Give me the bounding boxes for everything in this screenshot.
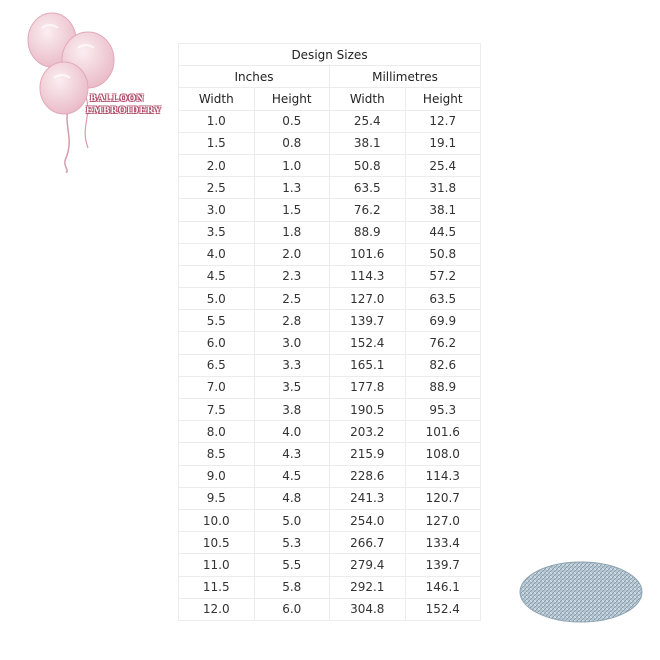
- cell-inches-width: 10.5: [179, 532, 255, 554]
- cell-inches-height: 4.0: [254, 421, 330, 443]
- cell-mm-width: 215.9: [330, 443, 406, 465]
- table-title-row: [179, 44, 481, 66]
- cell-inches-height: 2.0: [254, 243, 330, 265]
- cell-mm-width: 190.5: [330, 399, 406, 421]
- cell-inches-width: 9.5: [179, 487, 255, 509]
- cell-mm-height: 101.6: [405, 421, 481, 443]
- table-row: [179, 421, 481, 443]
- cell-inches-width: 1.5: [179, 132, 255, 154]
- table-row: [179, 132, 481, 154]
- cell-mm-height: 63.5: [405, 288, 481, 310]
- cell-inches-width: 11.0: [179, 554, 255, 576]
- table-row: [179, 154, 481, 176]
- oval-stitch-swatch-icon: [518, 560, 644, 624]
- cell-inches-height: 3.3: [254, 354, 330, 376]
- table-row: [179, 509, 481, 531]
- cell-mm-width: 152.4: [330, 332, 406, 354]
- table-row: [179, 487, 481, 509]
- cell-mm-height: 57.2: [405, 265, 481, 287]
- cell-mm-width: 266.7: [330, 532, 406, 554]
- table-row: [179, 265, 481, 287]
- cell-inches-width: 3.0: [179, 199, 255, 221]
- cell-mm-height: 44.5: [405, 221, 481, 243]
- brand-logo: [20, 8, 163, 173]
- cell-inches-width: 5.5: [179, 310, 255, 332]
- cell-inches-height: 1.8: [254, 221, 330, 243]
- cell-mm-height: 50.8: [405, 243, 481, 265]
- logo-text-line2: EMBROIDERY: [86, 106, 163, 116]
- cell-mm-height: 76.2: [405, 332, 481, 354]
- cell-mm-width: 139.7: [330, 310, 406, 332]
- cell-inches-height: 3.0: [254, 332, 330, 354]
- cell-inches-height: 4.5: [254, 465, 330, 487]
- cell-mm-width: 50.8: [330, 154, 406, 176]
- cell-inches-width: 12.0: [179, 598, 255, 620]
- cell-inches-height: 6.0: [254, 598, 330, 620]
- cell-inches-width: 10.0: [179, 509, 255, 531]
- cell-mm-height: 127.0: [405, 509, 481, 531]
- cell-inches-width: 1.0: [179, 110, 255, 132]
- cell-mm-width: 38.1: [330, 132, 406, 154]
- table-row: [179, 221, 481, 243]
- cell-mm-width: 63.5: [330, 177, 406, 199]
- cell-mm-height: 139.7: [405, 554, 481, 576]
- table-title: Design Sizes: [179, 44, 481, 66]
- cell-mm-height: 146.1: [405, 576, 481, 598]
- cell-inches-height: 5.8: [254, 576, 330, 598]
- cell-inches-height: 0.8: [254, 132, 330, 154]
- cell-inches-width: 11.5: [179, 576, 255, 598]
- cell-mm-width: 177.8: [330, 376, 406, 398]
- cell-inches-width: 9.0: [179, 465, 255, 487]
- table-row: [179, 110, 481, 132]
- cell-mm-height: 95.3: [405, 399, 481, 421]
- table-row: [179, 576, 481, 598]
- table-row: [179, 399, 481, 421]
- cell-inches-height: 0.5: [254, 110, 330, 132]
- cell-mm-height: 133.4: [405, 532, 481, 554]
- cell-inches-height: 1.5: [254, 199, 330, 221]
- cell-inches-height: 2.3: [254, 265, 330, 287]
- cell-inches-width: 6.5: [179, 354, 255, 376]
- cell-mm-width: 114.3: [330, 265, 406, 287]
- group-header-inches: Inches: [179, 66, 330, 88]
- cell-inches-width: 3.5: [179, 221, 255, 243]
- cell-inches-width: 4.5: [179, 265, 255, 287]
- table-row: [179, 243, 481, 265]
- cell-inches-height: 3.8: [254, 399, 330, 421]
- cell-mm-height: 108.0: [405, 443, 481, 465]
- cell-inches-width: 5.0: [179, 288, 255, 310]
- table-row: [179, 554, 481, 576]
- cell-mm-width: 203.2: [330, 421, 406, 443]
- cell-mm-height: 152.4: [405, 598, 481, 620]
- cell-mm-width: 241.3: [330, 487, 406, 509]
- cell-mm-width: 101.6: [330, 243, 406, 265]
- table-row: [179, 288, 481, 310]
- cell-mm-height: 88.9: [405, 376, 481, 398]
- table-row: [179, 354, 481, 376]
- column-header-row: [179, 88, 481, 110]
- cell-mm-width: 127.0: [330, 288, 406, 310]
- cell-mm-height: 82.6: [405, 354, 481, 376]
- table-row: [179, 443, 481, 465]
- cell-mm-height: 31.8: [405, 177, 481, 199]
- cell-inches-height: 4.8: [254, 487, 330, 509]
- cell-inches-width: 2.5: [179, 177, 255, 199]
- cell-mm-width: 279.4: [330, 554, 406, 576]
- cell-inches-height: 2.5: [254, 288, 330, 310]
- design-sizes-table: [178, 43, 481, 621]
- cell-inches-height: 5.0: [254, 509, 330, 531]
- table-row: [179, 598, 481, 620]
- cell-mm-height: 69.9: [405, 310, 481, 332]
- cell-mm-width: 88.9: [330, 221, 406, 243]
- cell-mm-width: 304.8: [330, 598, 406, 620]
- logo-text-line1: BALLOON: [90, 94, 145, 104]
- cell-inches-height: 5.5: [254, 554, 330, 576]
- table-row: [179, 177, 481, 199]
- cell-mm-width: 165.1: [330, 354, 406, 376]
- cell-mm-width: 292.1: [330, 576, 406, 598]
- cell-inches-width: 8.0: [179, 421, 255, 443]
- cell-inches-height: 1.3: [254, 177, 330, 199]
- cell-mm-height: 25.4: [405, 154, 481, 176]
- column-header-mm-height: Height: [405, 88, 481, 110]
- cell-mm-height: 38.1: [405, 199, 481, 221]
- cell-mm-width: 25.4: [330, 110, 406, 132]
- cell-mm-width: 76.2: [330, 199, 406, 221]
- group-header-millimetres: Millimetres: [330, 66, 481, 88]
- cell-inches-width: 8.5: [179, 443, 255, 465]
- table-row: [179, 310, 481, 332]
- cell-inches-height: 1.0: [254, 154, 330, 176]
- cell-inches-width: 2.0: [179, 154, 255, 176]
- balloon-icon: [20, 8, 155, 173]
- cell-mm-height: 12.7: [405, 110, 481, 132]
- cell-inches-width: 7.0: [179, 376, 255, 398]
- cell-mm-width: 228.6: [330, 465, 406, 487]
- table-row: [179, 199, 481, 221]
- cell-inches-height: 5.3: [254, 532, 330, 554]
- cell-mm-width: 254.0: [330, 509, 406, 531]
- column-header-inches-height: Height: [254, 88, 330, 110]
- cell-inches-height: 2.8: [254, 310, 330, 332]
- table-row: [179, 332, 481, 354]
- cell-inches-width: 7.5: [179, 399, 255, 421]
- cell-mm-height: 19.1: [405, 132, 481, 154]
- group-header-row: [179, 66, 481, 88]
- table-row: [179, 465, 481, 487]
- cell-inches-height: 3.5: [254, 376, 330, 398]
- column-header-mm-width: Width: [330, 88, 406, 110]
- cell-inches-width: 4.0: [179, 243, 255, 265]
- table-row: [179, 532, 481, 554]
- table-row: [179, 376, 481, 398]
- cell-mm-height: 120.7: [405, 487, 481, 509]
- column-header-inches-width: Width: [179, 88, 255, 110]
- cell-inches-width: 6.0: [179, 332, 255, 354]
- cell-mm-height: 114.3: [405, 465, 481, 487]
- cell-inches-height: 4.3: [254, 443, 330, 465]
